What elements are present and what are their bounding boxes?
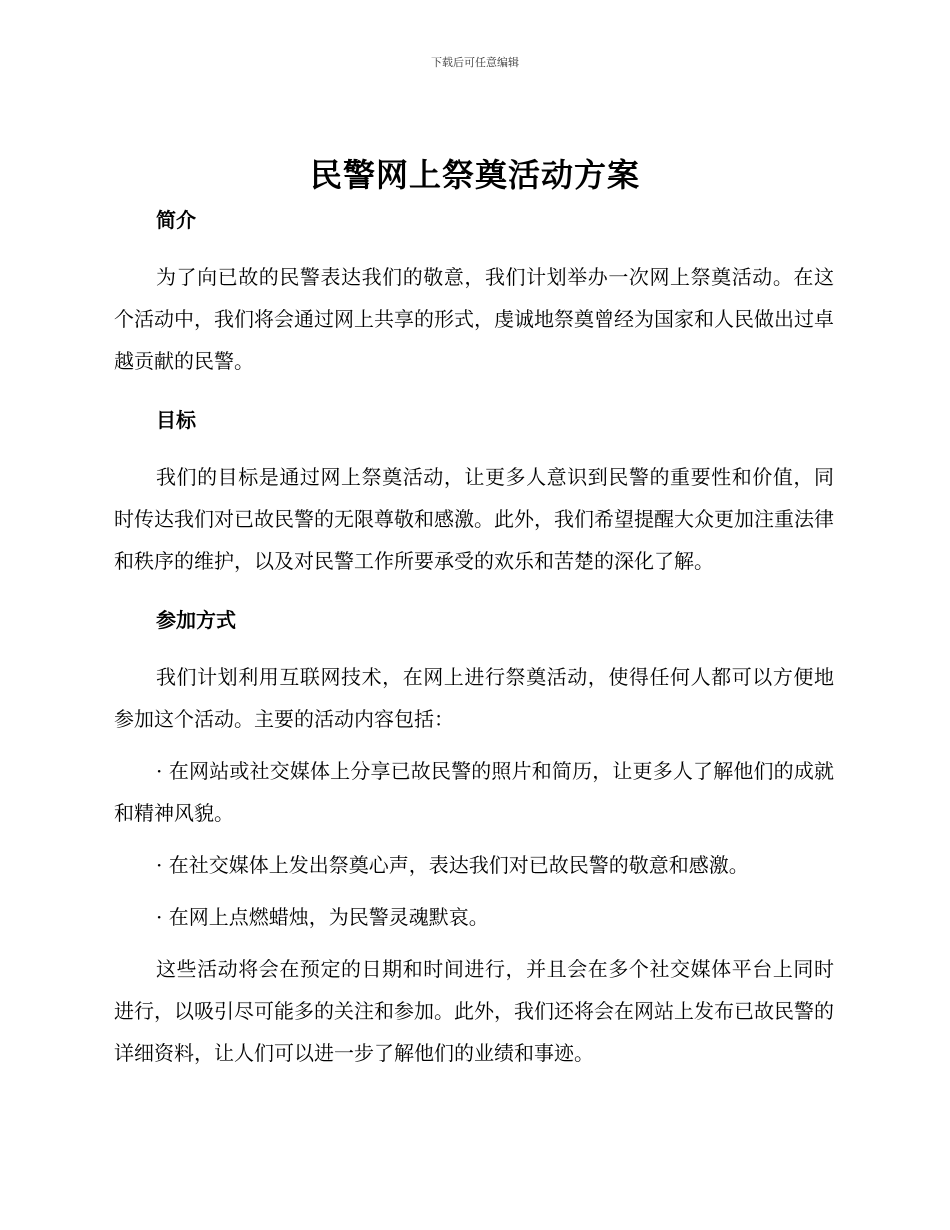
document-body: [114, 202, 834, 1074]
section-heading-goal: 目标: [156, 408, 196, 432]
participation-paragraph: 我们计划利用互联网技术，在网上进行祭奠活动，使得任何人都可以方便地参加这个活动。主要的活动内容包括：: [114, 665, 834, 731]
bullet-item-share: · 在网站或社交媒体上分享已故民警的照片和简历，让更多人了解他们的成就和精神风貌。: [114, 759, 834, 825]
intro-paragraph: 为了向已故的民警表达我们的敬意，我们计划举办一次网上祭奠活动。在这个活动中，我们将会通过网上共享的形式，虔诚地祭奠曾经为国家和人民做出过卓越贡献的民警。: [114, 265, 834, 373]
section-heading-participation: 参加方式: [156, 608, 236, 632]
bullet-item-candle: · 在网上点燃蜡烛，为民警灵魂默哀。: [156, 905, 489, 929]
section-heading-intro: 简介: [156, 208, 196, 232]
header-note: 下载后可任意编辑: [431, 56, 519, 69]
document-title: 民警网上祭奠活动方案: [309, 156, 640, 194]
closing-paragraph: 这些活动将会在预定的日期和时间进行，并且会在多个社交媒体平台上同时进行，以吸引尽可能多的关注和参加。此外，我们还将会在网站上发布已故民警的详细资料，让人们可以进一步了解他们的业绩和事迹。: [114, 957, 834, 1065]
goal-paragraph: 我们的目标是通过网上祭奠活动，让更多人意识到民警的重要性和价值，同时传达我们对已故民警的无限尊敬和感激。此外，我们希望提醒大众更加注重法律和秩序的维护，以及对民警工作所要承受的欢乐和苦楚的深化了解。: [114, 465, 834, 573]
bullet-item-voice: · 在社交媒体上发出祭奠心声，表达我们对已故民警的敬意和感激。: [156, 853, 749, 877]
